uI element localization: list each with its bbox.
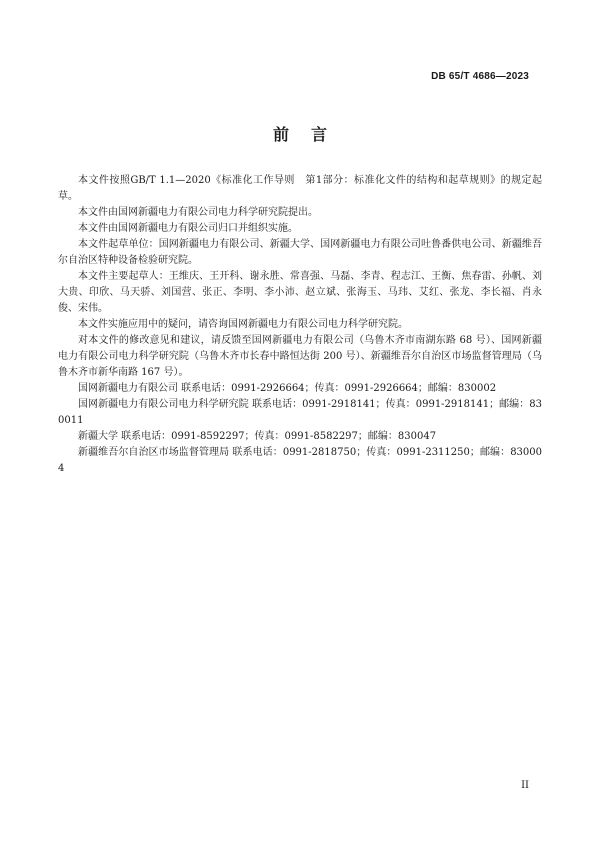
page-number: II	[521, 780, 529, 791]
paragraph-feedback: 对本文件的修改意见和建议，请反馈至国网新疆电力有限公司（乌鲁木齐市南湖东路 68 号）、国网新疆电力有限公司电力科学研究院（乌鲁木齐市长春中路恒达街 200 号）、新疆维吾尔自治区市场监督管理局（乌鲁木齐市新华南路 167 号）。	[58, 335, 542, 378]
paragraph-proposer: 本文件由国网新疆电力有限公司电力科学研究院提出。	[78, 207, 318, 218]
foreword-body	[58, 173, 542, 477]
title-char-1: 前	[272, 125, 289, 144]
paragraph-drafting-rules: 本文件按照GB/T 1.1—2020《标准化工作导则 第1部分：标准化文件的结构和起草规则》的规定起草。	[58, 175, 542, 202]
contact-xinjiang-university: 新疆大学 联系电话：0991-8592297；传真：0991-8582297；邮编：830047	[78, 431, 437, 442]
contact-market-supervision: 新疆维吾尔自治区市场监督管理局 联系电话：0991-2818750；传真：0991-2311250；邮编：830004	[58, 447, 542, 474]
paragraph-inquiries: 本文件实施应用中的疑问，请咨询国网新疆电力有限公司电力科学研究院。	[78, 319, 408, 330]
standard-code: DB 65/T 4686—2023	[431, 71, 529, 82]
paragraph-drafting-units: 本文件起草单位：国网新疆电力有限公司、新疆大学、国网新疆电力有限公司吐鲁番供电公司、新疆维吾尔自治区特种设备检验研究院。	[58, 239, 542, 266]
paragraph-drafters: 本文件主要起草人：王维庆、王开科、谢永胜、常喜强、马磊、李青、程志江、王衡、焦春雷、孙帆、刘大贵、印欣、马天骄、刘国营、张正、李明、李小沛、赵立斌、张海玉、马玮、艾红、张龙、李长福、肖永俊、宋伟。	[58, 271, 542, 314]
contact-sgxj: 国网新疆电力有限公司 联系电话：0991-2926664；传真：0991-2926664；邮编：830002	[78, 383, 497, 394]
title-char-2: 言	[311, 125, 328, 144]
paragraph-administrator: 本文件由国网新疆电力有限公司归口并组织实施。	[78, 223, 298, 234]
section-title	[0, 122, 600, 145]
contact-research-institute: 国网新疆电力有限公司电力科学研究院 联系电话：0991-2918141；传真：0991-2918141；邮编：830011	[58, 399, 542, 426]
